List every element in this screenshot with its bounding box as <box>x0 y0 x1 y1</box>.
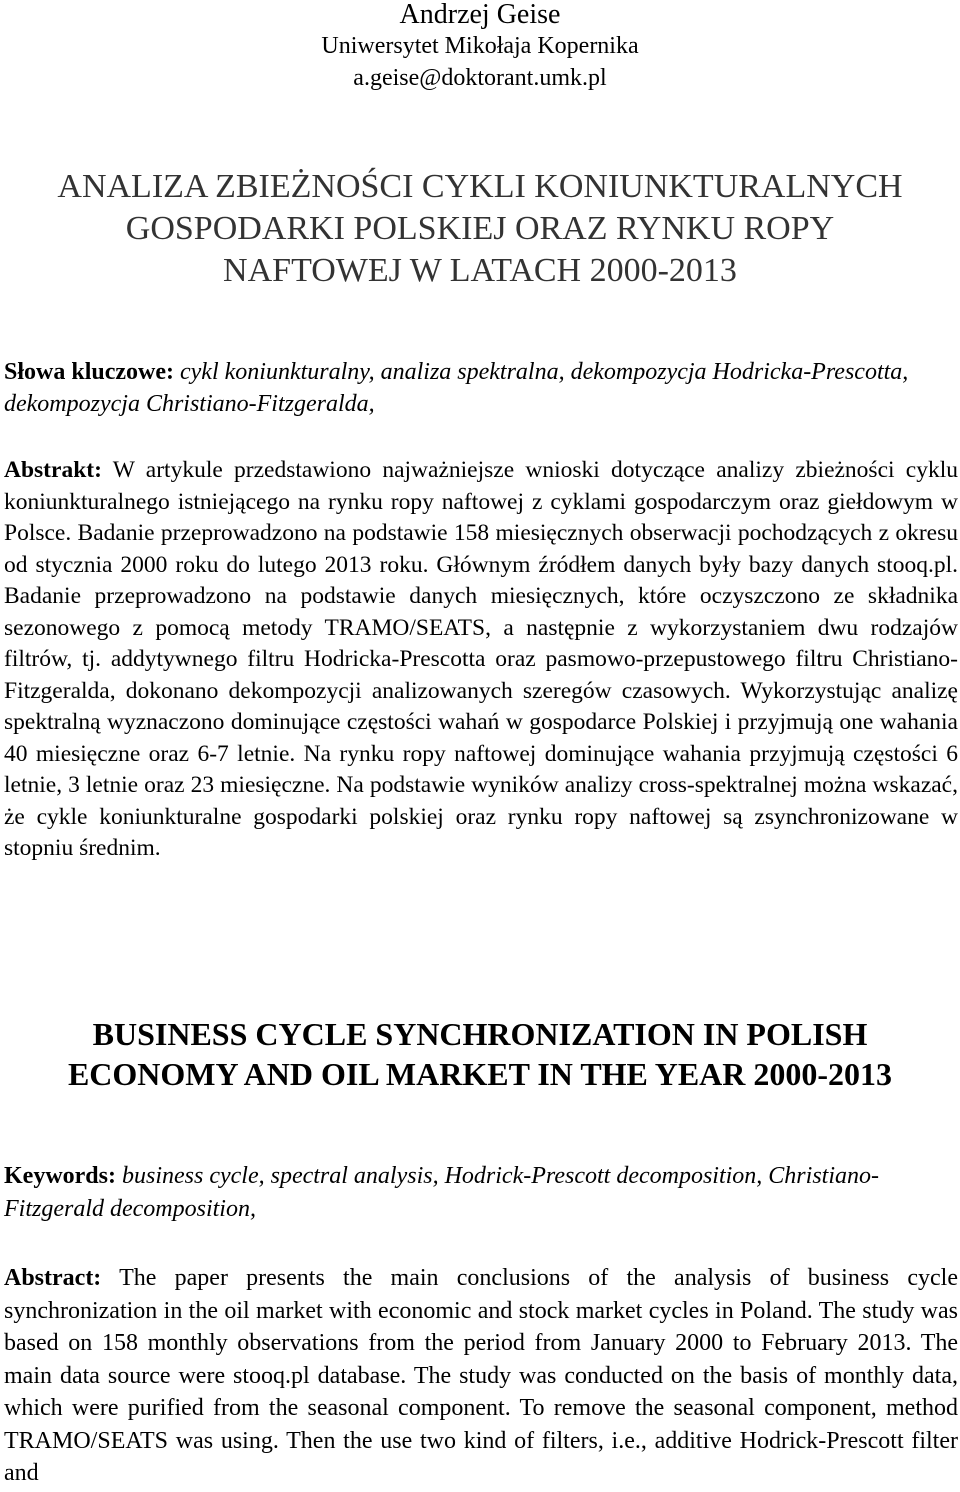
title-polish <box>0 166 960 292</box>
keywords-english-label: Keywords: <box>4 1163 116 1189</box>
author-block <box>0 0 960 94</box>
author-name: Andrzej Geise <box>399 0 561 30</box>
abstract-english <box>4 1262 958 1490</box>
abstract-polish-label: Abstrakt: <box>4 457 102 483</box>
title-polish-line-1: ANALIZA ZBIEŻNOŚCI CYKLI KONIUNKTURALNYCH <box>57 168 903 205</box>
title-english-line-2: ECONOMY AND OIL MARKET IN THE YEAR 2000-2013 <box>67 1056 893 1092</box>
keywords-english-text: business cycle, spectral analysis, Hodrick-Prescott decomposition, Christiano-Fitzgerald decomposition, <box>4 1163 879 1222</box>
keywords-english <box>4 1160 958 1226</box>
abstract-english-label: Abstract: <box>4 1265 102 1291</box>
title-english <box>0 1014 960 1094</box>
abstract-polish-text: W artykule przedstawiono najważniejsze wnioski dotyczące analizy zbieżności cyklu koniunkturalnego istniejącego na rynku ropy naftowej z cyklami gospodarczym oraz giełdowym w Polsce. Badanie przeprowadzono na podstawie 158 miesięcznych obserwacji pochodzących z okresu od stycznia 2000 roku do lutego 2013 roku. Głównym źródłem danych były bazy danych stooq.pl. Badanie przeprowadzono na podstawie danych miesięcznych, które oczyszczono ze składnika sezonowego z pomocą metody TRAMO/SEATS, a następnie z wykorzystaniem dwu rodzajów filtrów, tj. addytywnego filtru Hodricka-Prescotta oraz pasmowo-przepustowego filtru Christiano-Fitzgeralda, dokonano dekompozycji analizowanych szeregów czasowych. Wykorzystując analizę spektralną wyznaczono dominujące częstości wahań w gospodarce Polskiej i przyjmują one wahania 40 miesięczne oraz 6-7 letnie. Na rynku ropy naftowej dominujące wahania przyjmują częstości 6 letnie, 3 letnie oraz 23 miesięczne. Na podstawie wyników analizy cross-spektralnej można wskazać, że cykle koniunkturalne gospodarki polskiej oraz rynku ropy naftowej są zsynchronizowane w stopniu średnim. <box>4 457 959 861</box>
keywords-polish-text: cykl koniunkturalny, analiza spektralna, dekompozycja Hodricka-Prescotta, dekompozycja Christiano-Fitzgeralda, <box>4 359 909 417</box>
abstract-english-text: The paper presents the main conclusions of the analysis of business cycle synchronization in the oil market with economic and stock market cycles in Poland. The study was based on 158 monthly observations from the period from January 2000 to February 2013. The main data source were stooq.pl database. The study was conducted on the basis of monthly data, which were purified from the seasonal component. To remove the seasonal component, method TRAMO/SEATS was using. Then the use two kind of filters, i.e., additive Hodrick-Prescott filter and <box>4 1265 958 1486</box>
abstract-polish <box>4 455 958 865</box>
title-english-line-1: BUSINESS CYCLE SYNCHRONIZATION IN POLISH <box>92 1016 868 1052</box>
title-polish-line-2: GOSPODARKI POLSKIEJ ORAZ RYNKU ROPY <box>125 210 835 247</box>
keywords-polish <box>4 356 958 420</box>
author-email: a.geise@doktorant.umk.pl <box>353 65 607 91</box>
author-affiliation: Uniwersytet Mikołaja Kopernika <box>321 33 639 59</box>
keywords-polish-label: Słowa kluczowe: <box>4 359 174 385</box>
title-polish-line-3: NAFTOWEJ W LATACH 2000-2013 <box>223 252 737 289</box>
